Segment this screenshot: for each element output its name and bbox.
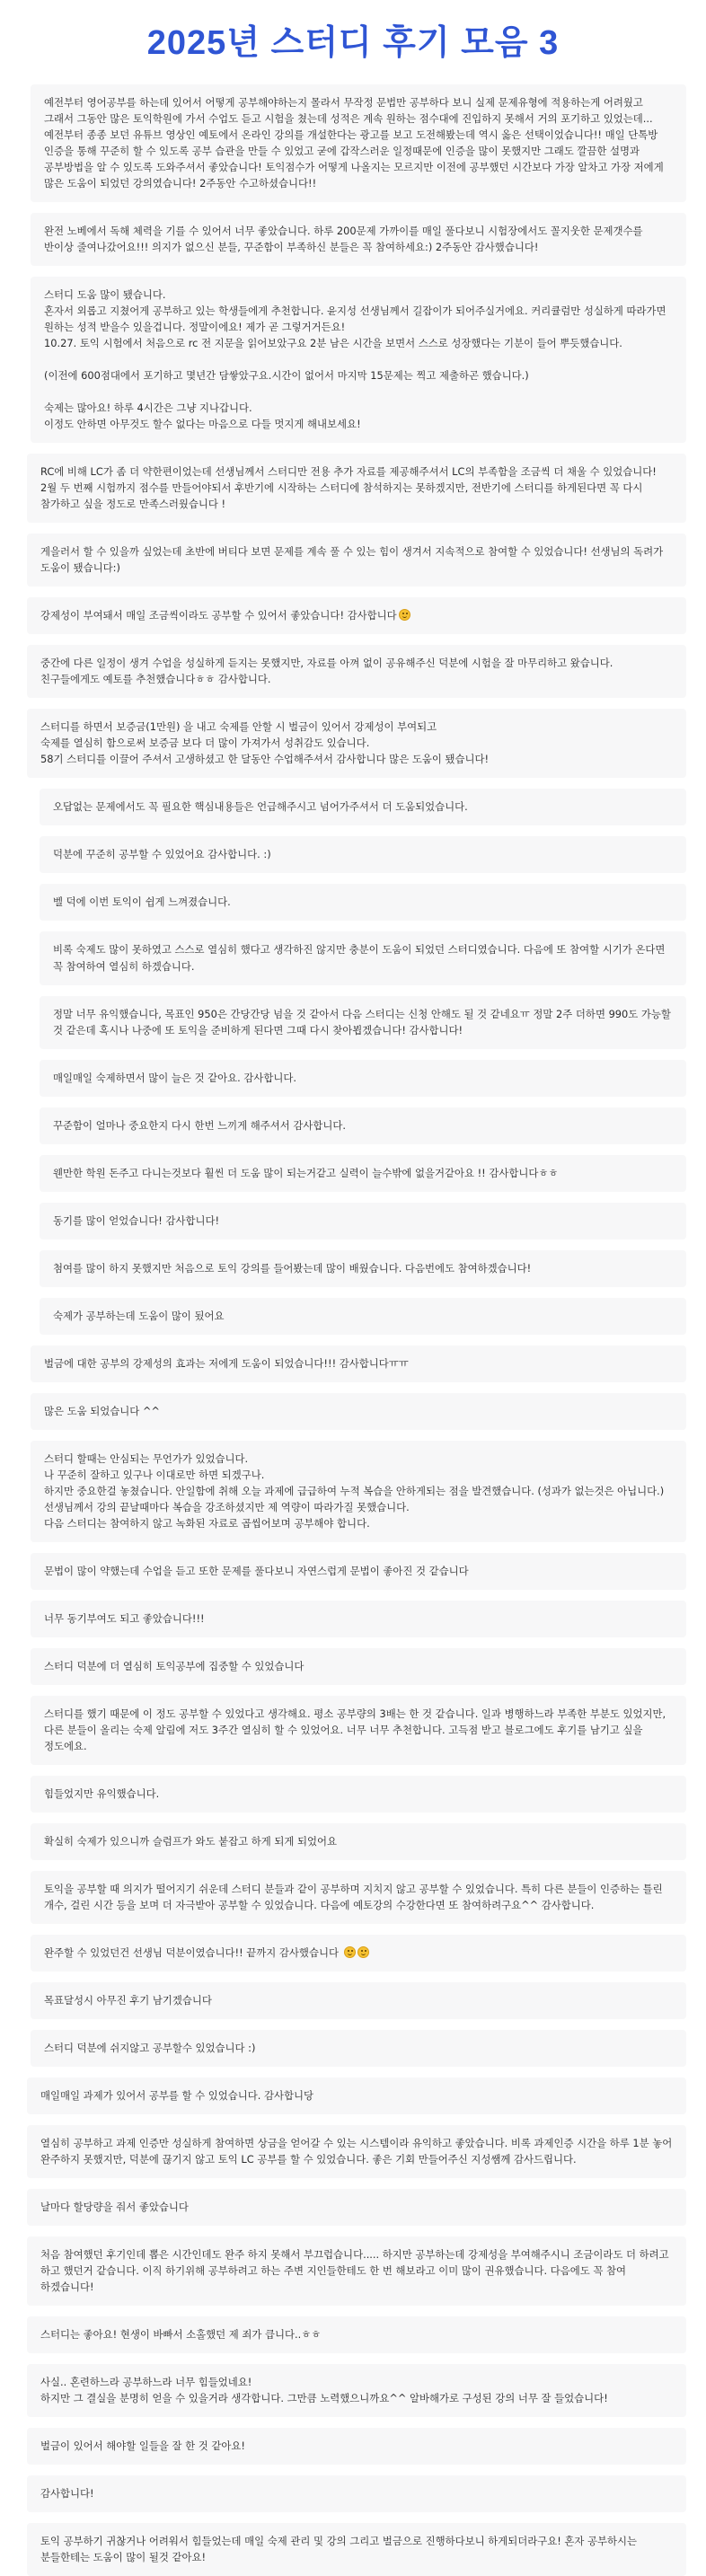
review-card: 웬만한 학원 돈주고 다니는것보다 훨씬 더 도움 많이 되는거같고 실력이 늘수밖에 없을거같아요 !! 감사합니다ㅎㅎ: [40, 1155, 686, 1192]
smile-emoji-icon: [399, 609, 410, 621]
review-card: 문법이 많이 약했는데 수업을 듣고 또한 문제를 풀다보니 자연스럽게 문법이 좋아진 것 같습니다: [31, 1553, 686, 1590]
review-card: 첨여를 많이 하지 못했지만 처음으로 토익 강의를 들어봤는데 많이 배웠습니다. 다음번에도 참여하겠습니다!: [40, 1250, 686, 1287]
review-card: 토익 공부하기 귀찮거나 어려워서 힘들었는데 매일 숙제 관리 및 강의 그리고 벌금으로 진행하다보니 하게되더라구요! 혼자 공부하시는 분들한테는 도움이 많이 될것 같아요!: [27, 2523, 686, 2576]
review-card: 매일매일 숙제하면서 많이 늘은 것 같아요. 감사합니다.: [40, 1060, 686, 1097]
review-card: 날마다 할당량을 줘서 좋았습니다: [27, 2189, 686, 2226]
review-card: 스터디를 했기 때문에 이 정도 공부할 수 있었다고 생각해요. 평소 공부량의 3배는 한 것 같습니다. 일과 병행하느라 부족한 부분도 있었지만, 다른 분들이 올리는 숙제 알림에 저도 3주간 열심히 할 수 있었어요. 너무 너무 추천합니다. 고득점 받고 블로그에도 후기를 남기고 싶을 정도에요.: [31, 1696, 686, 1765]
review-card: 스터디를 하면서 보증금(1만원) 을 내고 숙제를 안할 시 벌금이 있어서 강제성이 부여되고 숙제를 열심히 함으로써 보증금 보다 더 많이 가져가서 성취감도 있습니다. 58기 스터디를 이끌어 주셔서 고생하셨고 한 달동안 수업해주셔서 감사합니다 많은 도움이 됐습니다!: [27, 709, 686, 778]
review-card: 열심히 공부하고 과제 인증만 성실하게 참여하면 상금을 얻어갈 수 있는 시스템이라 유익하고 좋았습니다. 비록 과제인증 시간을 하루 1분 놓어 완주하지 못했지만, 덕분에 끊기지 않고 토익 LC 공부를 할 수 있었습니다. 좋은 기회 만들어주신 지성쌤께 감사드립니다.: [27, 2125, 686, 2178]
review-card: [27, 597, 686, 634]
review-card: 스터디 덕분에 더 열심히 토익공부에 집중할 수 있었습니다: [31, 1648, 686, 1685]
review-card: 정말 너무 유익했습니다, 목표인 950은 간당간당 넘을 것 같아서 다음 스터디는 신청 안해도 될 것 같네요ㅠ 정말 2주 더하면 990도 가능할 것 같은데 혹시나 나중에 또 토익을 준비하게 된다면 그때 다시 찾아뵙겠습니다! 감사합니다!: [40, 996, 686, 1049]
review-text: 완주할 수 있었던건 선생님 덕분이였습니다!! 끝까지 감사했습니다: [44, 1945, 339, 1959]
review-card: 매일매일 과제가 있어서 공부를 할 수 있었습니다. 감사합니당: [27, 2078, 686, 2114]
review-card: 게을러서 할 수 있을까 싶었는데 초반에 버티다 보면 문제를 계속 풀 수 있는 힘이 생겨서 지속적으로 참여할 수 있었습니다! 선생님의 독려가 도움이 됐습니다:): [27, 534, 686, 587]
review-card: 동기를 많이 얻었습니다! 감사합니다!: [40, 1203, 686, 1239]
review-card: 힘들었지만 유익했습니다.: [31, 1776, 686, 1813]
review-card: 스터디 덕분에 쉬지않고 공부할수 있었습니다 :): [31, 2030, 686, 2067]
smile-emoji-icon: [357, 1946, 369, 1958]
review-card: 벌금에 대한 공부의 강제성의 효과는 저에게 도움이 되었습니다!!! 감사합니다ㅠㅠ: [31, 1345, 686, 1382]
review-card: 꾸준함이 얼마나 중요한지 다시 한번 느끼게 해주셔서 감사합니다.: [40, 1107, 686, 1144]
review-list: [0, 81, 706, 2576]
review-card: 처음 참여했던 후기인데 뽑은 시간인데도 완주 하지 못해서 부끄럽습니다..... 하지만 공부하는데 강제성을 부여해주시니 조금이라도 더 하려고 하고 했던거 같습니다. 이직 하기위해 공부하려고 하는 주변 지인들한테도 한 번 해보라고 이미 많이 권유했습니다. 다음에도 꼭 참여 하겠습니다!: [27, 2236, 686, 2306]
review-card: 완전 노베에서 독해 체력을 기를 수 있어서 너무 좋았습니다. 하루 200문제 가까이를 매일 풀다보니 시험장에서도 꼴지웃한 문제갯수를 반이상 줄여나갔어요!!! 의지가 없으신 분들, 꾸준함이 부족하신 분들은 꼭 참여하세요:) 2주동안 감사했습니다!: [31, 213, 686, 266]
review-card: RC에 비해 LC가 좀 더 약한편이었는데 선생님께서 스터디만 전용 추가 자료를 제공해주셔서 LC의 부족함을 조금씩 더 채울 수 있었습니다! 2월 두 번째 시험까지 점수를 만들어야되서 후반기에 시작하는 스터디에 참석하지는 못하겠지만, 전반기에 스터디를 하게된다면 꼭 다시 참가하고 싶을 정도로 만족스러웠습니다 !: [27, 454, 686, 523]
review-card: 스터디 도움 많이 됐습니다. 혼자서 외롭고 지쳤어게 공부하고 있는 학생들에게 추천합니다. 윤지성 선생님께서 길잡이가 되어주실거에요. 커리큘럼만 성실하게 따라가면 원하는 성적 받을수 있을겁니다. 정말이에요! 제가 곧 그렇거거든요! 10.27. 토익 시험에서 처음으로 rc 전 지문을 읽어보았구요 2분 남은 시간을 보면서 스스로 성장했다는 기분이 들어 뿌듯했습니다. (이전에 600점대에서 포기하고 몇년간 담쌓았구요.시간이 없어서 마지막 15문제는 찍고 제출하곤 했습니다.) 숙제는 많아요! 하루 4시간은 그냥 지나갑니다. 이정도 안하면 아무것도 할수 없다는 마음으로 다들 멋지게 해내보세요!: [31, 277, 686, 443]
review-card: 덕분에 꾸준히 공부할 수 있었어요 감사합니다. :): [40, 836, 686, 873]
review-text: 강제성이 부여돼서 매일 조금씩이라도 공부할 수 있어서 좋았습니다! 감사합니다: [40, 609, 397, 622]
review-card: 벨 덕에 이번 토익이 쉽게 느껴졌습니다.: [40, 884, 686, 921]
review-card: 감사합니다!: [27, 2475, 686, 2512]
page-title: 2025년 스터디 후기 모음 3: [146, 24, 560, 62]
review-card: 오답없는 문제에서도 꼭 필요한 핵심내용들은 언급해주시고 넘어가주셔서 더 도움되었습니다.: [40, 789, 686, 825]
review-card: 토익을 공부할 때 의지가 떨어지기 쉬운데 스터디 분들과 같이 공부하며 지치지 않고 공부할 수 있었습니다. 특히 다른 분들이 인증하는 틀린 개수, 걸린 시간 등을 보며 더 자극받아 공부할 수 있었습니다. 다음에 예토강의 수강한다면 또 참여하려구요^^ 감사합니다.: [31, 1871, 686, 1924]
review-card: 숙제가 공부하는데 도움이 많이 됬어요: [40, 1298, 686, 1335]
review-card: 많은 도움 되었습니다 ^^: [31, 1393, 686, 1430]
review-card: 사실.. 혼련하느라 공부하느라 너무 힘들었네요! 하지만 그 결실을 분명히 얻을 수 있을거라 생각합니다. 그만큼 노력했으니까요^^ 알바해가로 구성된 강의 너무 잘 들었습니다!: [27, 2364, 686, 2417]
review-card: 스터디는 좋아요! 현생이 바빠서 소홀했던 제 죄가 큽니다..ㅎㅎ: [27, 2316, 686, 2353]
review-card: 목표달성시 아무진 후기 남기겠습니다: [31, 1982, 686, 2019]
smile-emoji-icon: [344, 1946, 356, 1958]
review-card: 너무 동기부여도 되고 좋았습니다!!!: [31, 1601, 686, 1637]
review-card: [31, 1935, 686, 1972]
review-card: 벌금이 있어서 해야할 일들을 잘 한 것 같아요!: [27, 2428, 686, 2465]
review-card: 스터디 할때는 안심되는 무언가가 있었습니다. 나 꾸준히 잘하고 있구나 이대로만 하면 되겠구나. 하지만 중요한걸 놓쳤습니다. 안일함에 취해 오늘 과제에 급급하여 누적 복습을 안하게되는 점을 발견했습니다. (성과가 없는것은 아닙니다.) 선생님께서 강의 끝날때마다 복습을 강조하셨지만 제 역량이 따라가질 못했습니다. 다음 스터디는 참여하지 않고 녹화된 자료로 곱씹어보며 공부해야 합니다.: [31, 1441, 686, 1542]
review-card: 중간에 다른 일정이 생겨 수업을 성실하게 듣지는 못했지만, 자료를 아껴 없이 공유해주신 덕분에 시험을 잘 마무리하고 왔습니다. 친구들에게도 예토를 추천했습니다ㅎㅎ 감사합니다.: [27, 645, 686, 698]
review-card: 확실히 숙제가 있으니까 슬럼프가 와도 붙잡고 하게 되게 되었어요: [31, 1823, 686, 1860]
review-card: 예전부터 영어공부를 하는데 있어서 어떻게 공부해야하는지 몰라서 무작정 문법만 공부하다 보니 실제 문제유형에 적용하는게 어려웠고 그래서 그동안 많은 토익학원에 가서 수업도 듣고 시험을 쳤는데 성적은 계속 원하는 점수대에 진입하지 못해서 거의 포기하고 있었는데... 예전부터 종종 보던 유튜브 영상인 예토에서 온라인 강의를 개설한다는 광고를 보고 도전해봤는데 역시 옳은 선택이었습니다!! 매일 단톡방 인증을 통해 꾸준히 할 수 있도록 공부 습관을 만들 수 있었고 굳에 갑작스러운 일정때문에 인증을 많이 못했지만 그래도 깔끔한 설명과 공부방법을 알 수 있도록 도와주셔서 좋았습니다! 토익점수가 어떻게 나올지는 모르지만 이전에 공부했던 시간보다 가장 알차고 가장 저에게 많은 도움이 되었던 강의였습니다! 2주동안 수고하셨습니다!!: [31, 84, 686, 202]
review-card: 비록 숙제도 많이 못하였고 스스로 열심히 했다고 생각하진 않지만 충분이 도움이 되었던 스터디였습니다. 다음에 또 참여할 시기가 온다면 꼭 참여하여 열심히 하겠습니다.: [40, 931, 686, 984]
